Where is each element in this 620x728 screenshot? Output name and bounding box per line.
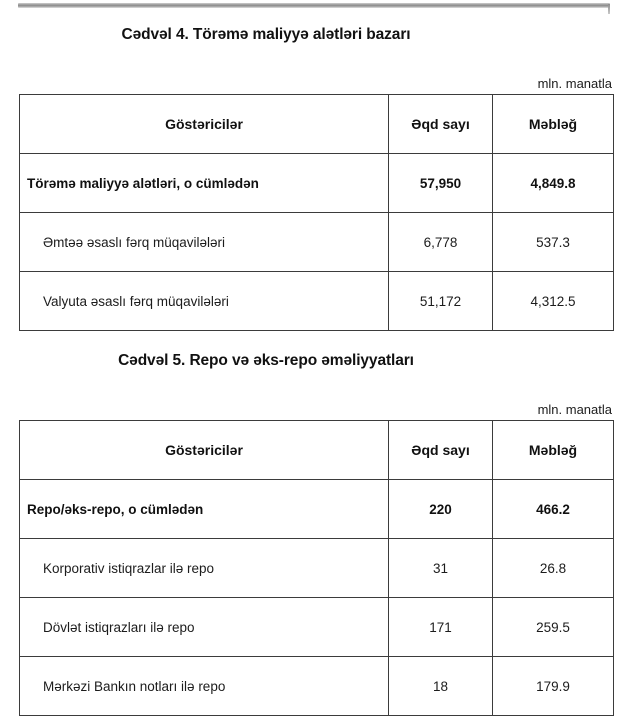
row-deal-count: 6,778 xyxy=(389,213,493,272)
table4-header-deal-count: Əqd sayı xyxy=(389,95,493,154)
table5-header-row xyxy=(20,421,614,480)
row-label: Dövlət istiqrazları ilə repo xyxy=(20,598,389,657)
row-deal-count: 57,950 xyxy=(389,154,493,213)
table5-title: Cədvəl 5. Repo və əks-repo əməliyyatları xyxy=(118,352,414,369)
row-deal-count: 31 xyxy=(389,539,493,598)
row-deal-count: 171 xyxy=(389,598,493,657)
row-amount: 466.2 xyxy=(493,480,614,539)
table5-unit-label: mln. manatla xyxy=(537,402,612,417)
row-label: Törəmə maliyyə alətləri, o cümlədən xyxy=(20,154,389,213)
table4-title: Cədvəl 4. Törəmə maliyyə alətləri bazarı xyxy=(121,26,411,43)
row-label: Valyuta əsaslı fərq müqavilələri xyxy=(20,272,389,331)
row-amount: 259.5 xyxy=(493,598,614,657)
table5-header-amount: Məbləğ xyxy=(493,421,614,480)
document-page xyxy=(0,8,620,716)
row-amount: 4,849.8 xyxy=(493,154,614,213)
row-amount: 179.9 xyxy=(493,657,614,716)
table-row xyxy=(20,272,614,331)
table-row xyxy=(20,480,614,539)
table-row xyxy=(20,598,614,657)
table4-unit-label: mln. manatla xyxy=(537,76,612,91)
table-row xyxy=(20,539,614,598)
table5-header-indicators: Göstəricilər xyxy=(20,421,389,480)
table5-header-deal-count: Əqd sayı xyxy=(389,421,493,480)
row-amount: 537.3 xyxy=(493,213,614,272)
table5-repo xyxy=(19,420,614,716)
row-label: Mərkəzi Bankın notları ilə repo xyxy=(20,657,389,716)
row-deal-count: 220 xyxy=(389,480,493,539)
table-row xyxy=(20,154,614,213)
row-deal-count: 18 xyxy=(389,657,493,716)
table4-header-indicators: Göstəricilər xyxy=(20,95,389,154)
table4-derivatives xyxy=(19,94,614,331)
row-amount: 26.8 xyxy=(493,539,614,598)
table-row xyxy=(20,213,614,272)
row-label: Korporativ istiqrazlar ilə repo xyxy=(20,539,389,598)
row-label: Repo/əks-repo, o cümlədən xyxy=(20,480,389,539)
table-row xyxy=(20,657,614,716)
table4-header-row xyxy=(20,95,614,154)
row-deal-count: 51,172 xyxy=(389,272,493,331)
table4-header-amount: Məbləğ xyxy=(493,95,614,154)
row-label: Əmtəə əsaslı fərq müqavilələri xyxy=(20,213,389,272)
row-amount: 4,312.5 xyxy=(493,272,614,331)
